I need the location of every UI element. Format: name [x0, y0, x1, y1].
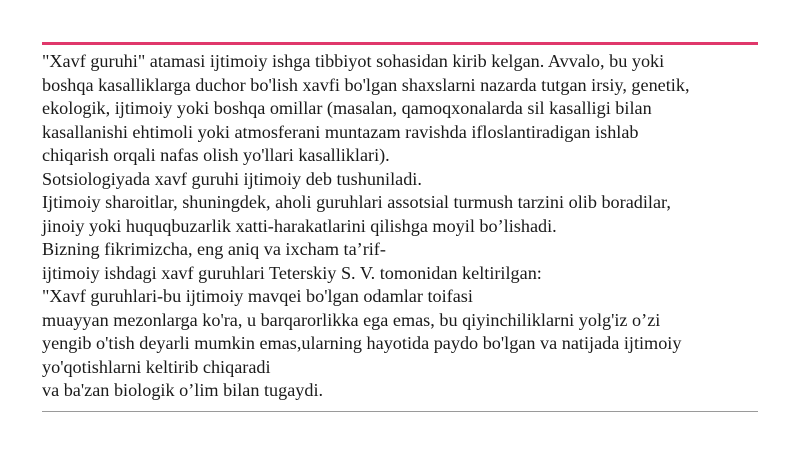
text-line: kasallanishi ehtimoli yoki atmosferani muntazam ravishda ifloslantiradigan ishlab: [42, 121, 639, 142]
text-line: jinoiy yoki huquqbuzarlik xatti-harakatlarini qilishga moyil bo’lishadi.: [42, 215, 557, 236]
document-body: [42, 50, 772, 403]
text-line: chiqarish orqali nafas olish yo'llari kasalliklari).: [42, 145, 390, 165]
top-divider: [42, 42, 758, 45]
bottom-divider: [42, 411, 758, 412]
text-line: va ba'zan biologik o’lim bilan tugaydi.: [42, 380, 324, 400]
text-line: "Xavf guruhlari-bu ijtimoiy mavqei bo'lgan odamlar toifasi: [42, 286, 473, 306]
text-line: Ijtimoiy sharoitlar, shuningdek, aholi guruhlari assotsial turmush tarzini olib boradilar,: [42, 192, 671, 212]
text-line: yo'qotishlarni keltirib chiqaradi: [42, 356, 271, 377]
text-line: muayyan mezonlarga ko'ra, u barqarorlikka ega emas, bu qiyinchiliklarni yolg'iz o’zi: [42, 309, 661, 330]
text-line: yengib o'tish deyarli mumkin emas,ularning hayotida paydo bo'lgan va natijada ijtimoiy: [42, 333, 682, 353]
text-line: ijtimoiy ishdagi xavf guruhlari Teterskiy S. V. tomonidan keltirilgan:: [42, 262, 542, 283]
text-line: boshqa kasalliklarga duchor bo'lish xavfi bo'lgan shaxslarni nazarda tutgan irsiy, genetik,: [42, 74, 690, 95]
text-line: "Xavf guruhi" atamasi ijtimoiy ishga tibbiyot sohasidan kirib kelgan. Avvalo, bu yoki: [42, 51, 665, 71]
text-line: ekologik, ijtimoiy yoki boshqa omillar (masalan, qamoqxonalarda sil kasalligi bilan: [42, 98, 652, 118]
text-line: Bizning fikrimizcha, eng aniq va ixcham ta’rif-: [42, 239, 386, 259]
text-line: Sotsiologiyada xavf guruhi ijtimoiy deb tushuniladi.: [42, 168, 422, 189]
